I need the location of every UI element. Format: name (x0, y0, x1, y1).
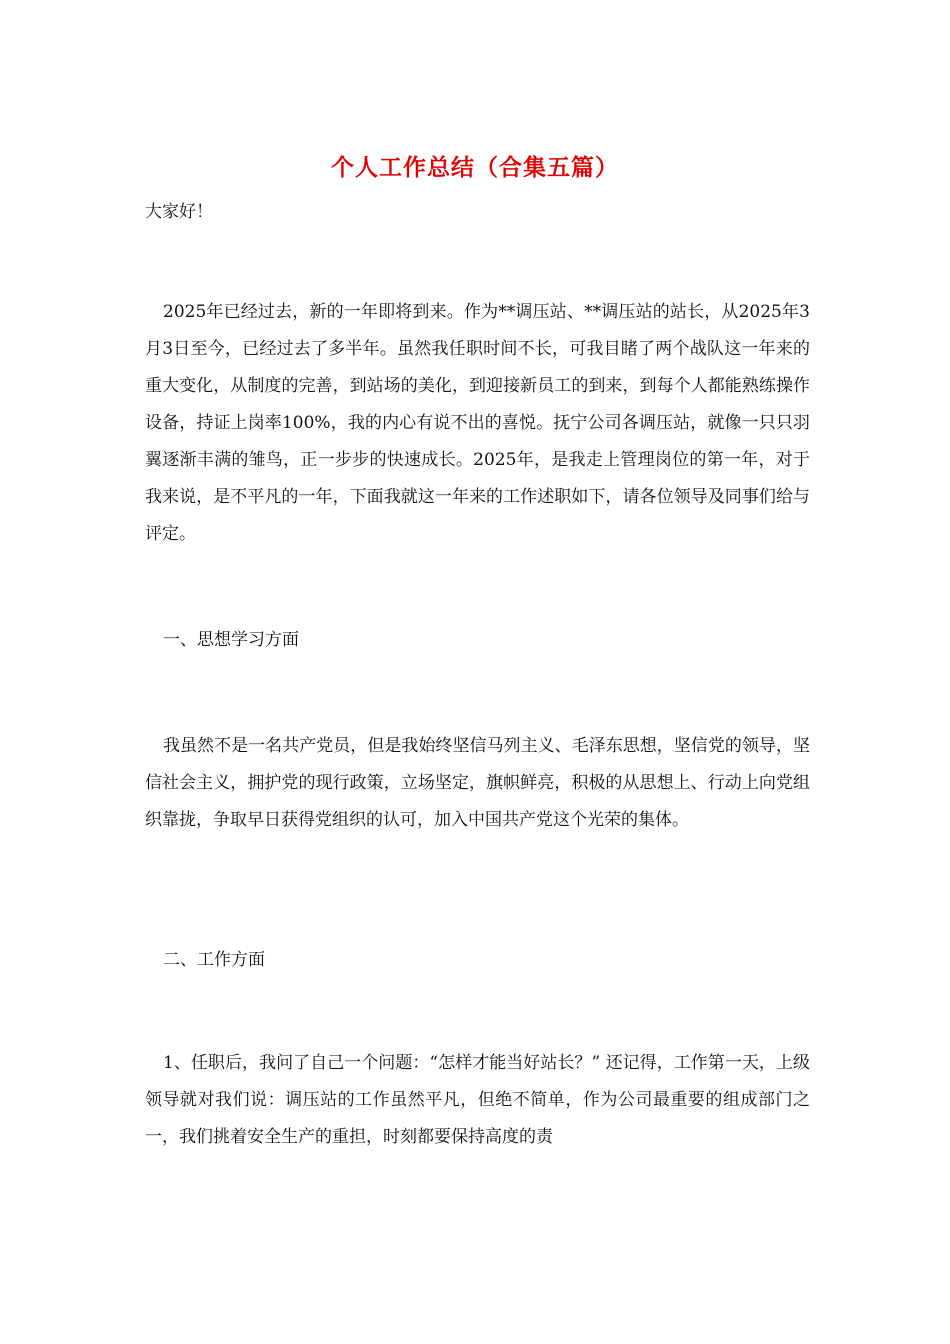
document-title: 个人工作总结（合集五篇） (331, 154, 619, 181)
greeting-text: 大家好！ (145, 202, 213, 222)
section-heading-thought: 一、思想学习方面 (163, 630, 299, 650)
paragraph-work: 1、任职后，我问了自己一个问题：“怎样才能当好站长？” 还记得，工作第一天，上级领导就对我们说：调压站的工作虽然平凡，但绝不简单，作为公司最重要的组成部门之一，我们挑着安全生产的重担，时刻都要保持高度的责 (145, 1053, 810, 1147)
section-heading-work: 二、工作方面 (163, 950, 265, 970)
paragraph-intro: 2025年已经过去，新的一年即将到来。作为**调压站、**调压站的站长，从2025年3月3日至今，已经过去了多半年。虽然我任职时间不长，可我目睹了两个战队这一年来的重大变化，从制度的完善，到站场的美化，到迎接新员工的到来，到每个人都能熟练操作设备，持证上岗率100%，我的内心有说不出的喜悦。抚宁公司各调压站，就像一只只羽翼逐渐丰满的雏鸟，正一步步的快速成长。2025年，是我走上管理岗位的第一年，对于我来说，是不平凡的一年，下面我就这一年来的工作述职如下，请各位领导及同事们给与评定。 (145, 302, 810, 544)
paragraph-thought: 我虽然不是一名共产党员，但是我始终坚信马列主义、毛泽东思想，坚信党的领导，坚信社会主义，拥护党的现行政策，立场坚定，旗帜鲜亮，积极的从思想上、行动上向党组织靠拢，争取早日获得党组织的认可，加入中国共产党这个光荣的集体。 (145, 736, 810, 830)
